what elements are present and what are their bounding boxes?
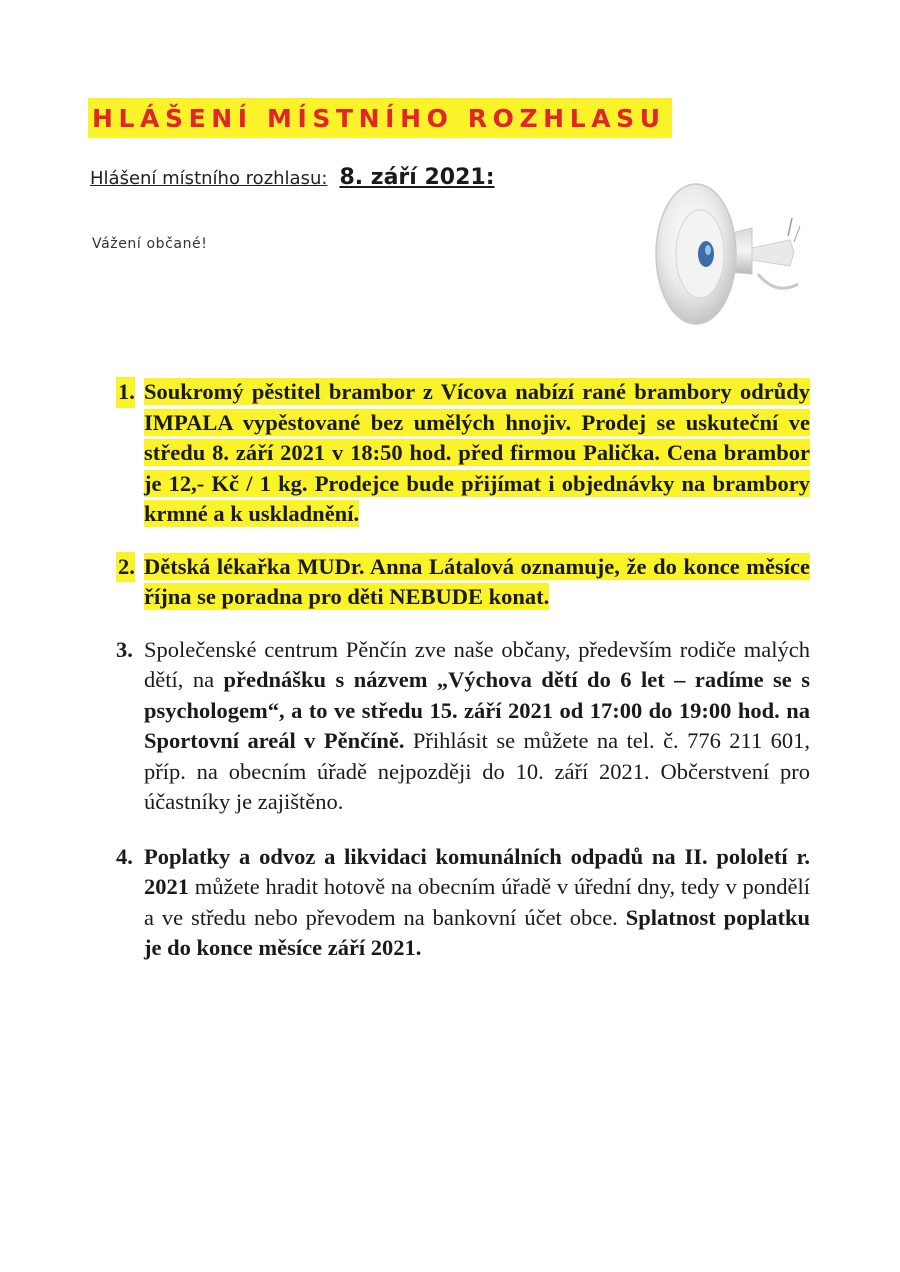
item-text: Soukromý pěstitel brambor z Vícova nabízí rané brambory odrůdy IMPALA vypěstované bez umělých hnojiv. Prodej se uskuteční ve středu 8. září 2021 v 18:50 hod. před firmou Palička. Cena brambor je 12,- Kč / 1 kg. Prodejce bude přijímat i objednávky na brambory krmné a k uskladnění.: [144, 379, 810, 526]
item-text-bold: Poplatky a odvoz a likvidaci komunálních odpadů na II. pololetí r. 2021: [144, 843, 810, 899]
page-title: HLÁŠENÍ MÍSTNÍHO ROZHLASU: [88, 98, 672, 138]
item-text-plain: Společenské centrum Pěnčín zve naše občany, především rodiče malých dětí, na: [144, 636, 810, 692]
item-text: Dětská lékařka MUDr. Anna Látalová oznamuje, že do konce měsíce října se poradna pro děti NEBUDE konat.: [144, 553, 810, 609]
announcement-date-line: [90, 165, 495, 190]
greeting: Vážení občané!: [92, 236, 208, 252]
announcement-date: 8. září 2021:: [339, 165, 495, 190]
item-number: 2.: [116, 552, 135, 583]
megaphone-icon: [640, 178, 810, 338]
item-text-plain: můžete hradit hotově na obecním úřadě v úřední dny, tedy v pondělí a ve středu nebo převodem na bankovní účet obce.: [144, 874, 810, 930]
item-number: 1.: [116, 377, 135, 408]
announcement-item: [116, 552, 810, 613]
item-text-bold: přednášku s názvem „Výchova dětí do 6 let – radíme se s psychologem“, a to ve středu 15. září 2021 od 17:00 do 19:00 hod. na Sportovní areál v Pěnčíně.: [144, 667, 810, 753]
item-text: [144, 844, 810, 961]
announcement-item: [116, 377, 810, 530]
item-text: [144, 637, 810, 815]
subtitle-label: Hlášení místního rozhlasu:: [90, 168, 328, 189]
item-text-plain: Přihlásit se můžete na tel. č. 776 211 601, příp. na obecním úřadě nejpozději do 10. září 2021. Občerstvení pro účastníky je zajištěno.: [144, 728, 810, 814]
item-number: 3.: [116, 636, 133, 662]
item-text-bold: Splatnost poplatku je do konce měsíce září 2021.: [144, 904, 810, 960]
announcement-list: [116, 377, 810, 964]
item-number: 4.: [116, 843, 133, 869]
announcement-item: [116, 842, 810, 964]
announcement-item: [116, 635, 810, 818]
